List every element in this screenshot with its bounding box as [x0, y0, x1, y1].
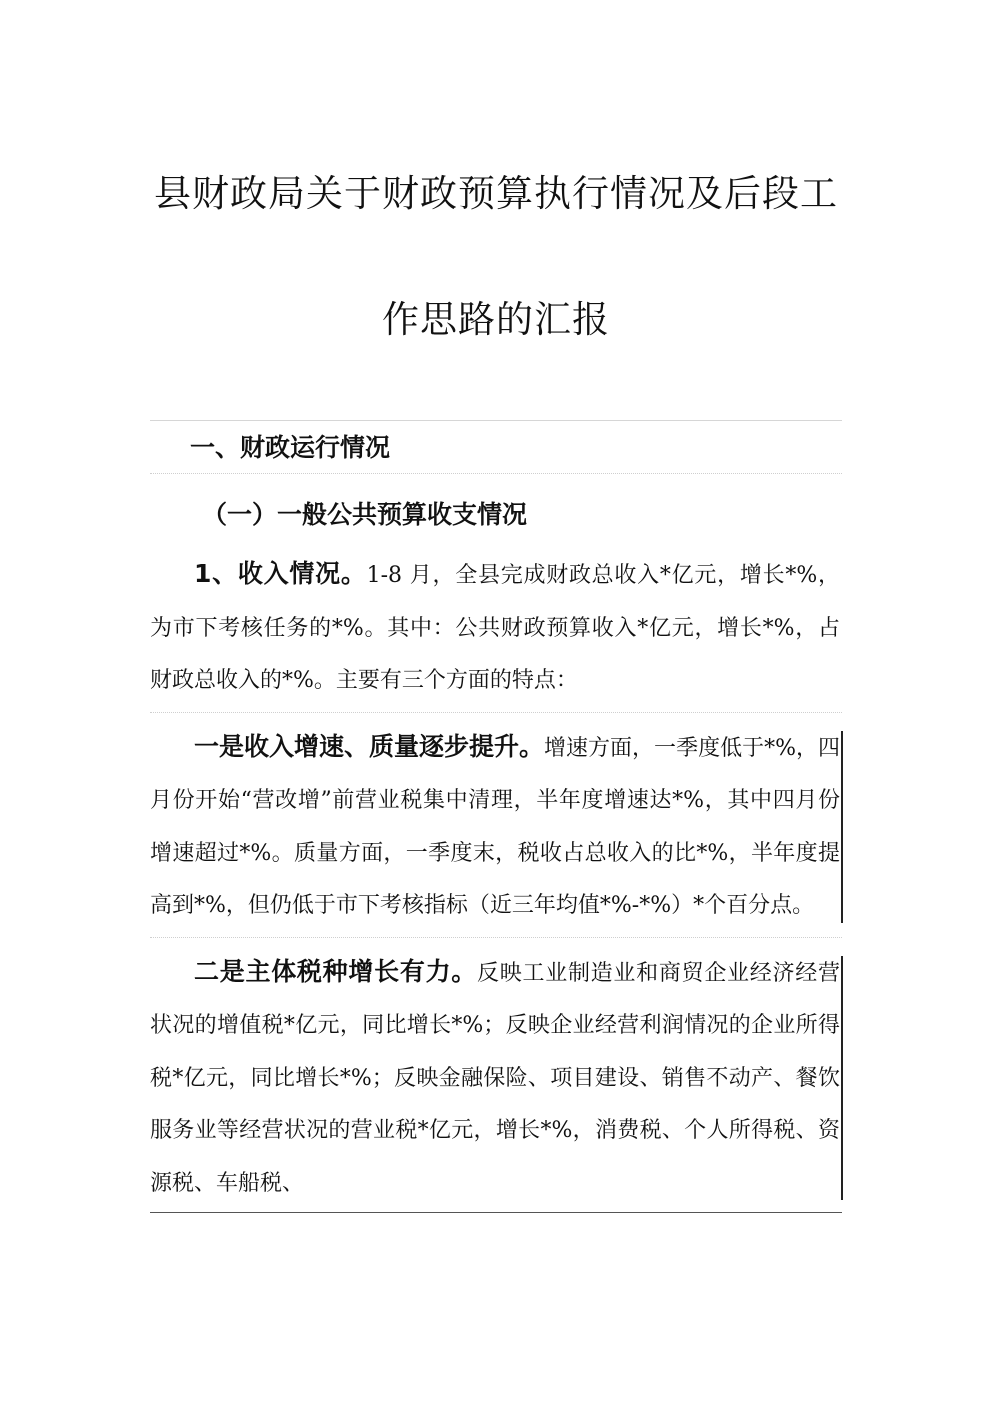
- paragraph-text: 1-8 月，全县完成财政总收入*亿元，增长*%，为市下考核任务的*%。其中：公共财政预算收入*亿元，增长*%，占财政总收入的*%。主要有三个方面的特点：: [150, 563, 840, 693]
- document-body: [150, 420, 842, 1213]
- section-heading: 一、财政运行情况: [190, 433, 391, 462]
- subsection-heading: （一）一般公共预算收支情况: [202, 500, 528, 529]
- paragraph-lead: 1、收入情况。: [194, 559, 367, 588]
- document-title-line-1: 县财政局关于财政预算执行情况及后段工: [154, 172, 838, 215]
- paragraph-lead: 二是主体税种增长有力。: [194, 956, 478, 986]
- paragraph-text: 反映工业制造业和商贸企业经济经营状况的增值税*亿元，同比增长*%；反映企业经营利润情况的企业所得税*亿元，同比增长*%；反映金融保险、项目建设、销售不动产、餐饮服务业等经营状况的营业税*亿元，增长*%，消费税、个人所得税、资源税、车船税、: [150, 960, 840, 1196]
- paragraph-text: 增速方面，一季度低于*%，四月份开始“营改增”前营业税集中清理，半年度增速达*%，其中四月份增速超过*%。质量方面，一季度末，税收占总收入的比*%，半年度提高到*%，但仍低于市下考核指标（近三年均值*%-*%）*个百分点。: [150, 735, 840, 918]
- paragraph-lead: 一是收入增速、质量逐步提升。: [194, 731, 545, 761]
- paragraph-income: [150, 548, 842, 708]
- document-title-line-2: 作思路的汇报: [382, 298, 610, 341]
- paragraph-feature-2: [150, 946, 842, 1211]
- divider: [150, 1212, 842, 1213]
- paragraph-feature-1: [150, 721, 842, 933]
